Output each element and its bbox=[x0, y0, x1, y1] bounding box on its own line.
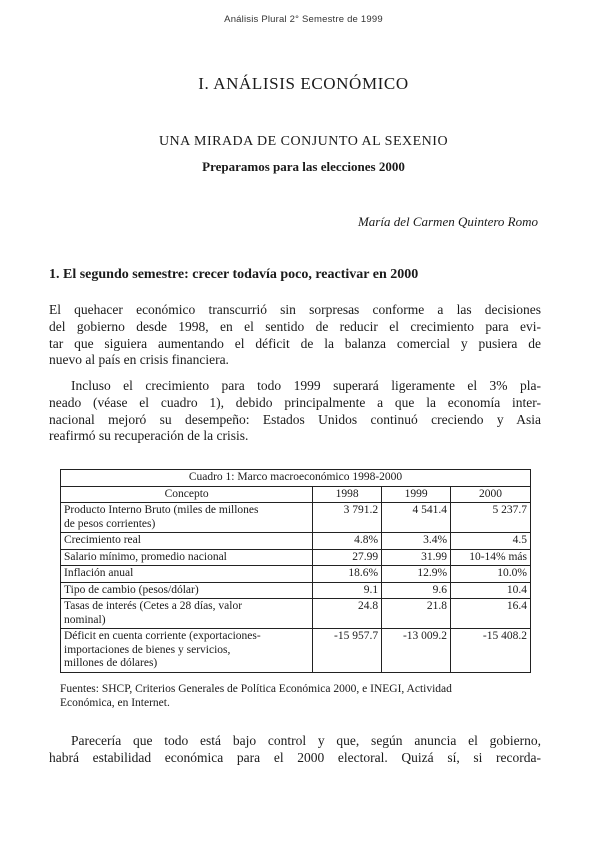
cell-value-1998: 3 791.2 bbox=[313, 503, 382, 533]
cell-concept-line: Producto Interno Bruto (miles de millones bbox=[64, 504, 259, 516]
cell-concept-line: Tipo de cambio (pesos/dólar) bbox=[64, 583, 199, 596]
paragraph-3 bbox=[49, 733, 541, 767]
cell-concept-line: Crecimiento real bbox=[64, 534, 141, 546]
paragraph-1 bbox=[49, 302, 541, 369]
column-header-2000: 2000 bbox=[451, 486, 531, 503]
cell-value-1998: 4.8% bbox=[313, 533, 382, 550]
paragraph-line: del gobierno desde 1998, en el sentido de reducir el crecimiento para evi- bbox=[49, 318, 541, 334]
cell-value-1998: 18.6% bbox=[313, 566, 382, 583]
section-heading: 1. El segundo semestre: crecer todavía poco, reactivar en 2000 bbox=[49, 267, 419, 282]
table-header-row bbox=[61, 486, 531, 503]
table-row bbox=[61, 549, 531, 566]
sources-line: Económica, en Internet. bbox=[60, 697, 170, 709]
cell-value-1999: 21.8 bbox=[382, 599, 451, 629]
cell-value-1999: 31.99 bbox=[382, 549, 451, 566]
paragraph-line: Incluso el crecimiento para todo 1999 superará ligeramente el 3% pla- bbox=[71, 378, 541, 393]
cell-concept-line: nominal) bbox=[64, 613, 106, 626]
cell-concept-line: Salario mínimo, promedio nacional bbox=[64, 550, 227, 563]
cell-concept bbox=[61, 599, 313, 629]
column-header-concept: Concepto bbox=[61, 486, 313, 503]
table-body bbox=[61, 503, 531, 673]
paragraph-line: nacional mejoró su desempeño: Estados Unidos continuó creciendo y Asia bbox=[49, 411, 541, 427]
cell-concept bbox=[61, 582, 313, 599]
table-row bbox=[61, 582, 531, 599]
cell-value-2000: -15 408.2 bbox=[451, 629, 531, 673]
cell-value-1998: 24.8 bbox=[313, 599, 382, 629]
column-header-1998: 1998 bbox=[313, 486, 382, 503]
paragraph-line: nuevo al país en crisis financiera. bbox=[49, 352, 229, 368]
cell-value-1999: 3.4% bbox=[382, 533, 451, 550]
paragraph-line: neado (véase el cuadro 1), debido principalmente a que la economía inter- bbox=[49, 394, 541, 410]
cell-value-1998: 27.99 bbox=[313, 549, 382, 566]
cell-value-2000: 4.5 bbox=[451, 533, 531, 550]
cell-value-2000: 16.4 bbox=[451, 599, 531, 629]
cell-value-2000: 10-14% más bbox=[451, 549, 531, 566]
table-row bbox=[61, 566, 531, 583]
table-row bbox=[61, 533, 531, 550]
cell-value-1999: -13 009.2 bbox=[382, 629, 451, 673]
cell-value-1999: 12.9% bbox=[382, 566, 451, 583]
cell-concept-line: de pesos corrientes) bbox=[64, 517, 156, 530]
running-header: Análisis Plural 2° Semestre de 1999 bbox=[224, 14, 383, 25]
author-name: María del Carmen Quintero Romo bbox=[357, 214, 538, 229]
cell-concept bbox=[61, 533, 313, 550]
cell-value-1999: 9.6 bbox=[382, 582, 451, 599]
table-row bbox=[61, 599, 531, 629]
paragraph-line: El quehacer económico transcurrió sin sorpresas conforme a las decisiones bbox=[49, 302, 541, 317]
paragraph-line: tar que siguiera aumentando el déficit de la balanza comercial y pusiera de bbox=[49, 335, 541, 351]
cell-concept bbox=[61, 503, 313, 533]
table-row bbox=[61, 629, 531, 673]
cell-concept bbox=[61, 629, 313, 673]
cell-value-2000: 5 237.7 bbox=[451, 503, 531, 533]
article-title: UNA MIRADA DE CONJUNTO AL SEXENIO bbox=[158, 134, 449, 149]
cell-concept-line: millones de dólares) bbox=[64, 657, 158, 669]
cell-value-2000: 10.4 bbox=[451, 582, 531, 599]
paragraph-line: reafirmó su recuperación de la crisis. bbox=[49, 428, 249, 444]
paragraph-2 bbox=[49, 378, 541, 445]
cell-value-1999: 4 541.4 bbox=[382, 503, 451, 533]
cell-value-2000: 10.0% bbox=[451, 566, 531, 583]
cell-value-1998: 9.1 bbox=[313, 582, 382, 599]
cell-concept bbox=[61, 566, 313, 583]
chapter-title: I. ANÁLISIS ECONÓMICO bbox=[198, 74, 409, 93]
cell-concept bbox=[61, 549, 313, 566]
cell-concept-line: Déficit en cuenta corriente (exportaciones- bbox=[64, 630, 261, 642]
table-caption-row bbox=[61, 470, 531, 487]
table-caption: Cuadro 1: Marco macroeconómico 1998-2000 bbox=[61, 470, 531, 487]
paragraph-line: Parecería que todo está bajo control y que, según anuncia el gobierno, bbox=[71, 733, 541, 748]
sources-line: Fuentes: SHCP, Criterios Generales de Política Económica 2000, e INEGI, Actividad bbox=[60, 683, 452, 695]
column-header-1999: 1999 bbox=[382, 486, 451, 503]
cell-value-1998: -15 957.7 bbox=[313, 629, 382, 673]
paragraph-line: habrá estabilidad económica para el 2000 electoral. Quizá sí, si recorda- bbox=[49, 749, 541, 765]
table-row bbox=[61, 503, 531, 533]
cell-concept-line: importaciones de bienes y servicios, bbox=[64, 643, 231, 656]
table-sources bbox=[60, 682, 538, 710]
macroeconomic-table bbox=[60, 469, 531, 673]
cell-concept-line: Tasas de interés (Cetes a 28 días, valor bbox=[64, 600, 243, 612]
article-subtitle: Preparamos para las elecciones 2000 bbox=[202, 159, 405, 174]
cell-concept-line: Inflación anual bbox=[64, 567, 134, 579]
